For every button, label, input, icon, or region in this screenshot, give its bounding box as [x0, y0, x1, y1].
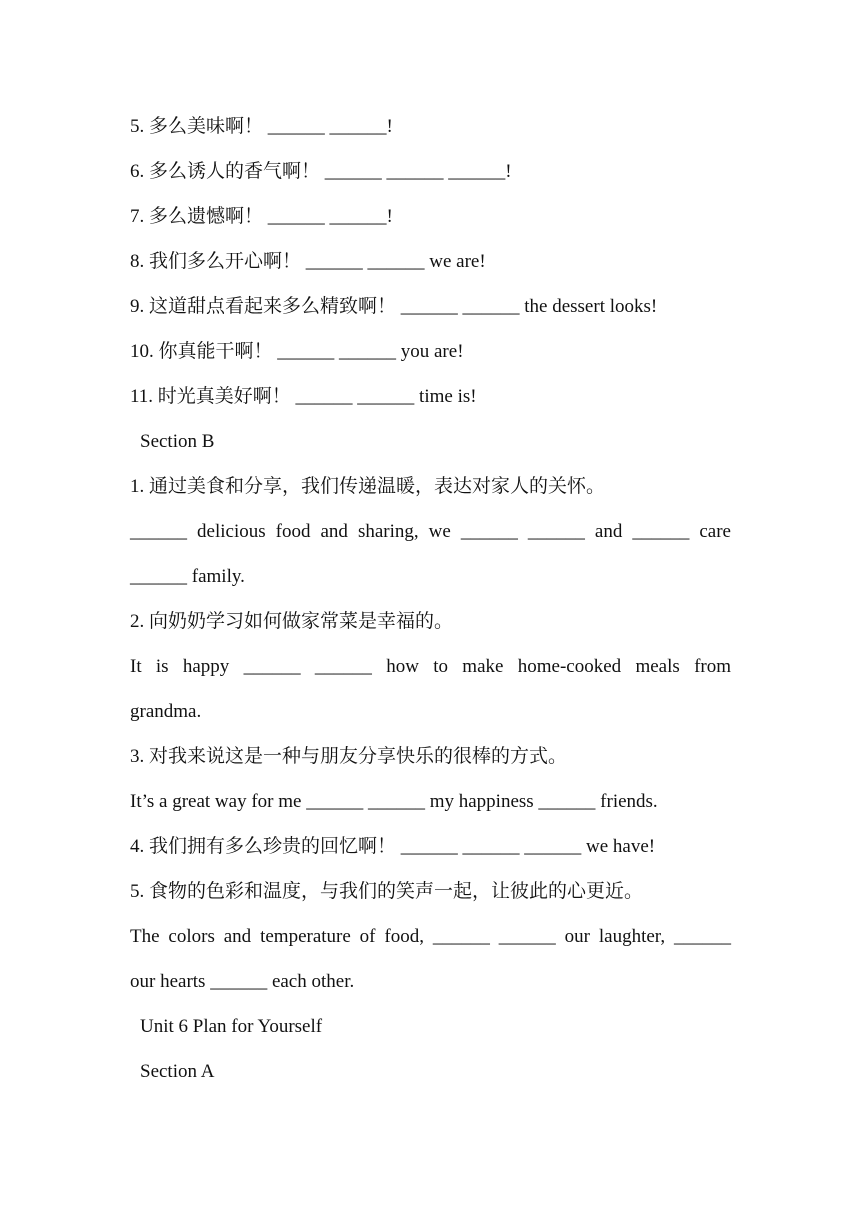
unit-6-heading: Unit 6 Plan for Yourself — [140, 1016, 323, 1037]
b3-prompt: 3. 对我来说这是一种与朋友分享快乐的很棒的方式。 — [130, 746, 568, 767]
b2-answer-line-1: It is happy ______ ______ how to make home-cooked meals from — [130, 656, 731, 677]
b4-prompt: 4. 我们拥有多么珍贵的回忆啊！ ______ ______ ______ we have! — [130, 836, 656, 857]
b1-answer-line-1: ______ delicious food and sharing, we ______ ______ and ______ care — [130, 521, 731, 542]
exercise-9: 9. 这道甜点看起来多么精致啊！ ______ ______ the dessert looks! — [130, 296, 658, 317]
exercise-5: 5. 多么美味啊！ ______ ______! — [130, 116, 393, 137]
b2-answer-line-2: grandma. — [130, 701, 202, 722]
b1-prompt: 1. 通过美食和分享，我们传递温暖，表达对家人的关怀。 — [130, 476, 606, 497]
section-b-heading: Section B — [140, 431, 215, 452]
exercise-10: 10. 你真能干啊！ ______ ______ you are! — [130, 341, 464, 362]
exercise-8: 8. 我们多么开心啊！ ______ ______ we are! — [130, 251, 486, 272]
exercise-7: 7. 多么遗憾啊！ ______ ______! — [130, 206, 393, 227]
b1-answer-line-2: ______ family. — [130, 566, 245, 587]
b5-answer-line-2: our hearts ______ each other. — [130, 971, 355, 992]
exercise-11: 11. 时光真美好啊！ ______ ______ time is! — [130, 386, 477, 407]
b2-prompt: 2. 向奶奶学习如何做家常菜是幸福的。 — [130, 611, 454, 632]
b5-answer-line-1: The colors and temperature of food, ______ ______ our laughter, ______ — [130, 926, 731, 947]
b5-prompt: 5. 食物的色彩和温度，与我们的笑声一起，让彼此的心更近。 — [130, 881, 644, 902]
exercise-6: 6. 多么诱人的香气啊！ ______ ______ ______! — [130, 161, 512, 182]
b3-answer: It’s a great way for me ______ ______ my happiness ______ friends. — [130, 791, 658, 812]
section-a-heading: Section A — [140, 1061, 215, 1082]
